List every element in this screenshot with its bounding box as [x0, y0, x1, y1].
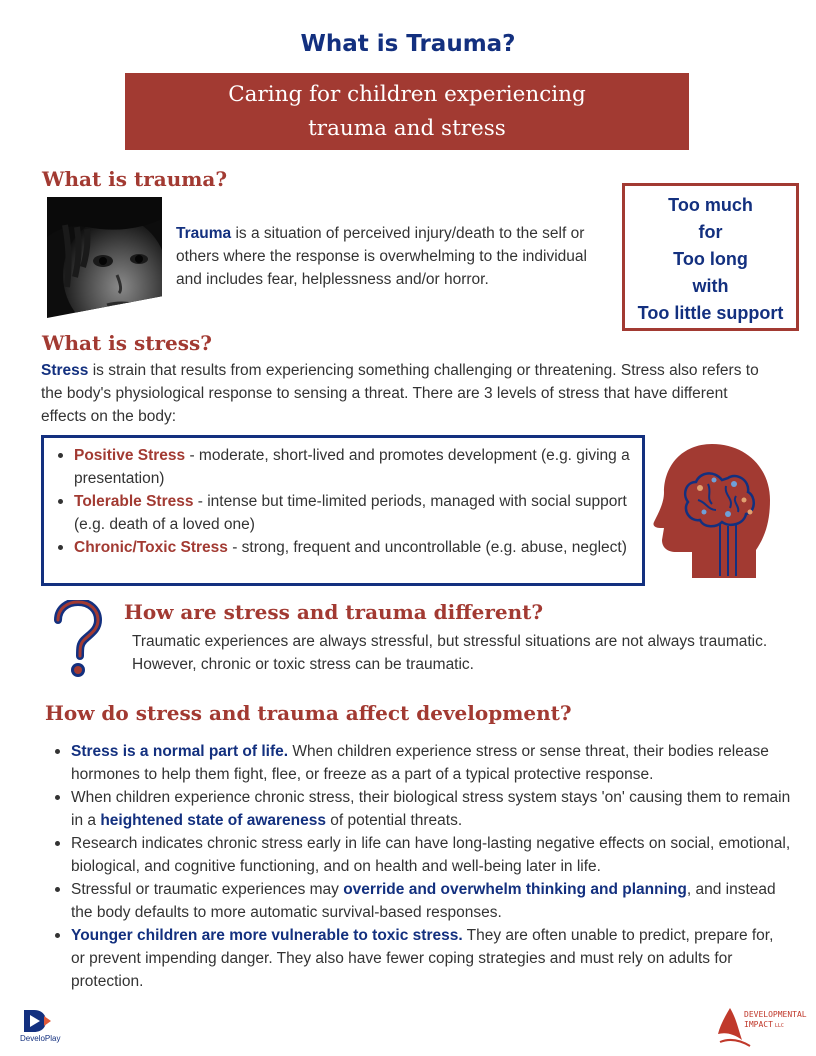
- developmental-impact-text: [744, 1010, 807, 1031]
- level-name: Positive Stress: [74, 447, 186, 464]
- question-mark-illustration: [52, 600, 102, 680]
- banner-line-2: trauma and stress: [308, 116, 506, 141]
- level-name: Chronic/Toxic Stress: [74, 539, 228, 556]
- list-item: [41, 924, 791, 993]
- stress-levels-box: [41, 435, 645, 586]
- logo-word-impact: IMPACT: [744, 1020, 773, 1029]
- list-item: [41, 878, 791, 924]
- subtitle-banner: [125, 73, 689, 150]
- banner-line-1: Caring for children experiencing: [228, 82, 586, 107]
- item-text: , and instead the body defaults to more automatic survival-based responses.: [71, 881, 776, 921]
- callout-line-4: with: [692, 276, 729, 296]
- item-emphasis: override and overwhelm thinking and planning: [343, 881, 687, 898]
- list-item: [41, 740, 791, 786]
- logo-line-2: [744, 1020, 807, 1031]
- item-text: of potential threats.: [326, 812, 463, 829]
- difference-heading: How are stress and trauma different?: [124, 600, 544, 624]
- brain-head-icon: [652, 440, 772, 580]
- list-item: [44, 490, 634, 536]
- list-item: [44, 536, 634, 559]
- child-photo: [47, 197, 162, 318]
- stress-levels-list: [44, 444, 634, 559]
- page-title: What is Trauma?: [300, 31, 516, 57]
- stress-heading: What is stress?: [42, 331, 212, 355]
- stress-term: Stress: [41, 362, 89, 379]
- list-item: [41, 786, 791, 832]
- developmental-impact-logo: [716, 1004, 807, 1048]
- level-desc: - moderate, short-lived and promotes development (e.g. giving a presentation): [74, 447, 630, 487]
- developlay-logo-icon: [22, 1008, 52, 1034]
- too-much-callout: [622, 183, 799, 331]
- brain-head-illustration: [652, 440, 772, 580]
- callout-line-3: Too long: [673, 249, 748, 269]
- developlay-logo: [20, 1008, 80, 1048]
- stress-definition-text: is strain that results from experiencing something challenging or threatening. Stress also refers to the body's physiological response to sensing a threat. There are 3 levels of stress that have different effects on the body:: [41, 362, 759, 425]
- trauma-heading: What is trauma?: [42, 167, 228, 191]
- callout-line-2: for: [698, 222, 723, 242]
- logo-suffix: LLC: [774, 1023, 784, 1029]
- question-mark-icon: [52, 600, 102, 680]
- child-face-image: [47, 197, 162, 318]
- callout-line-1: Too much: [668, 195, 753, 215]
- level-desc: - strong, frequent and uncontrollable (e.g. abuse, neglect): [227, 539, 627, 556]
- item-text: When children experience stress or sense threat, their bodies release hormones to help them fight, flee, or freeze as a part of a typical protective response.: [71, 743, 769, 783]
- logo-line-1: DEVELOPMENTAL: [744, 1010, 807, 1019]
- item-text: Stressful or traumatic experiences may: [71, 881, 344, 898]
- stress-definition: [41, 359, 776, 428]
- level-desc: - intense but time-limited periods, managed with social support (e.g. death of a loved one): [74, 493, 627, 533]
- trauma-definition-text: is a situation of perceived injury/death to the self or others where the response is overwhelming to the individual and includes fear, helplessness and/or horror.: [176, 225, 587, 288]
- item-text: Research indicates chronic stress early in life can have long-lasting negative effects on social, emotional, biological, and cognitive functioning, and on health and well-being later in life.: [71, 835, 791, 875]
- item-text: They are often unable to predict, prepare for, or prevent impending danger. They also have fewer coping strategies and must rely on adults for protection.: [71, 927, 774, 990]
- item-emphasis: Younger children are more vulnerable to toxic stress.: [71, 927, 463, 944]
- item-emphasis: Stress is a normal part of life.: [71, 743, 289, 760]
- item-text: When children experience chronic stress, their biological stress system stays 'on' causing them to remain in a: [71, 789, 791, 829]
- level-name: Tolerable Stress: [74, 493, 194, 510]
- trauma-term: Trauma: [176, 225, 232, 242]
- developlay-logo-text: DeveloPlay: [20, 1034, 61, 1043]
- callout-line-5: Too little support: [637, 303, 784, 323]
- difference-text: Traumatic experiences are always stressful, but stressful situations are not always traumatic. However, chronic or toxic stress can be traumatic.: [132, 633, 768, 673]
- list-item: [41, 832, 791, 878]
- development-list: [41, 740, 791, 993]
- list-item: [44, 444, 634, 490]
- item-emphasis: heightened state of awareness: [100, 812, 326, 829]
- trauma-definition: [176, 222, 601, 291]
- development-heading: How do stress and trauma affect development?: [45, 701, 572, 725]
